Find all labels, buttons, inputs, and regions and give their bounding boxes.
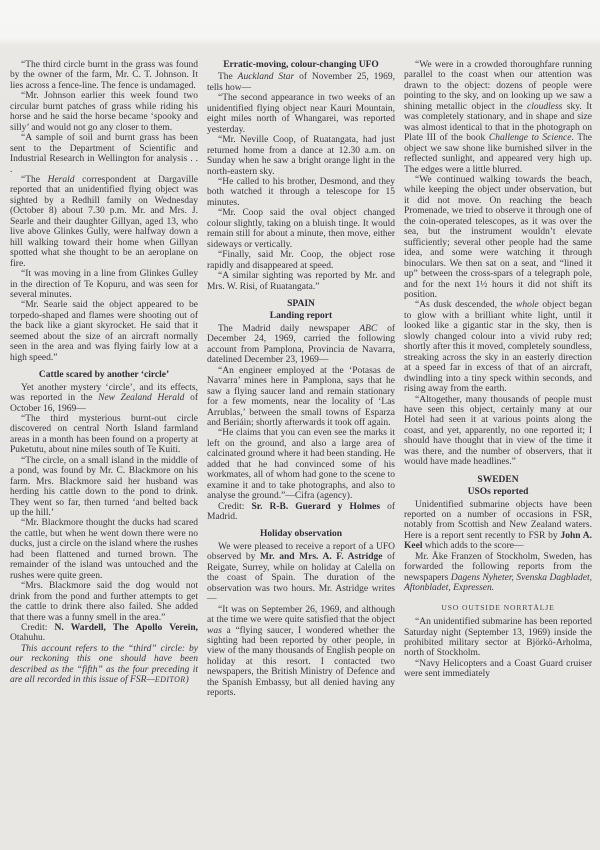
paragraph: “Navy Helicopters and a Coast Guard cruiser were sent immediately — [404, 658, 592, 680]
section-heading: Erratic-moving, colour-changing UFO — [223, 60, 379, 70]
paragraph: “Mr. Neville Coop, of Ruatangata, had just returned home from a dance at 12.30 a.m. on Sunday when he saw a bright orange light in the north-eastern sky. — [207, 135, 395, 177]
paragraph: “Finally, said Mr. Coop, the object rose rapidly and disappeared at speed. — [207, 250, 395, 271]
paragraph: Unidentified submarine objects have been reported on a number of occasions in FSR, notably from Scottish and New Zealand waters. Here is a report sent recently to FSR by John A. Keel which adds to the score— — [404, 499, 592, 552]
paragraph: “He called to his brother, Desmond, and they both watched it through a telescope for 15 minutes. — [207, 176, 395, 208]
section-subheading: Landing report — [269, 311, 333, 322]
paragraph: “A sample of soil and burnt grass has been sent to the Department of Scientific and Industrial Research in Wellington for analysis . . . — [10, 133, 198, 175]
paragraph: “We were in a crowded thoroughfare running parallel to the coast when our attention was drawn to the object: dozens of people were pointing to the sky, and on looking up we saw a shining metallic object in the cloudless sky. It was completely stationary, and in shape and size was almost identical to that in the photograph on Plate III of the book Challenge to Science. The object we saw shone like burnished silver in the reflected sunlight, and appeared very high up. The edges were a little blurred. — [404, 60, 593, 175]
column-3 — [404, 60, 592, 699]
paragraph: The Madrid daily newspaper ABC of December 24, 1969, carried the following account from Pamplona, Provincia de Navarra, datelined December 23, 1969— — [207, 323, 395, 366]
section-heading: SPAIN — [287, 298, 315, 309]
paragraph: “Mr. Blackmore thought the ducks had scared the cattle, but when he went down there were no ducks, just a circle on the island where the rushes had been flattened and turned brown. The remainder of the island was untouched and the rushes were quite green. — [10, 518, 198, 581]
paragraph: “As dusk descended, the whole object began to glow with a brilliant white light, until it looked like a gigantic star in the sky, then is slowly changed colour into a vivid ruby red; shortly after this it moved, completely soundless, streaking across the sky in an easterly direction at a speed far in excess of that of an aircraft, dwindling into a tiny speck within seconds, and rising away from the earth. — [404, 300, 592, 395]
section-heading: Holiday observation — [259, 529, 343, 540]
paragraph: “The third mysterious burnt-out circle discovered on central North Island farmland areas in a month has been found on a property at Puketutu, about nine miles south of Te Kuiti. — [10, 413, 198, 456]
paragraph: “Mr. Coop said the oval object changed colour slightly, taking on a bluish tinge. It would remain still for about a minute, then move, either sideways or vertically. — [207, 208, 395, 250]
editor-note: This account refers to the “third” circle: by our reckoning this one should have been described as the “fifth” as the four preceding it are all recorded in this issue of FSR—EDITOR) — [10, 643, 198, 686]
section-heading: SWEDEN — [477, 474, 519, 485]
paragraph: “He claims that you can even see the marks it left on the ground, and also a large area of calcinated ground where it had been standing. He added that he had convinced some of his workmates, all of whom had gone to the scene to examine it and to take photographs, and also to analyse the ground.”—Cifra (agency). — [207, 428, 395, 502]
paragraph: “An engineer employed at the ‘Potasas de Navarra’ mines here in Pamplona, says that he saw a flying saucer land and remain stationary for a few moments, near the locality of ‘Las Arrublas,’ between the small towns of Esparza and Beriáin; shortly afterwards it took off again. — [207, 365, 395, 428]
paragraph: “Mr. Searle said the object appeared to be torpedo-shaped and flames were shooting out of the back like a giant skyrocket. He said that it seemed about the size of an aircraft normally seen in the area and was flying fairly low at a high speed.” — [10, 300, 198, 363]
credit-line: Credit: N. Wardell, The Apollo Verein, Otahuhu. — [10, 623, 198, 644]
section-heading: Cattle scared by another ‘circle’ — [38, 370, 170, 381]
paragraph: Mr. Åke Franzen of Stockholm, Sweden, has forwarded the following reports from the newspapers Dagens Nyheter, Svenska Dagbladet, Aftonbladet, Expressen. — [404, 551, 593, 594]
column-2 — [207, 60, 395, 699]
paragraph: “Mr. Johnson earlier this week found two circular burnt patches of grass while riding his horse and he said the horse became ‘spooky and silly’ and would not go any closer to them. — [10, 91, 198, 133]
section-subheading: USOs reported — [467, 487, 529, 498]
paragraph: “The second appearance in two weeks of an unidentified flying object near Kauri Mountain, eight miles north of Whangarei, was reported yesterday. — [207, 93, 395, 135]
paragraph: “We continued walking towards the beach, while keeping the object under observation, but it did not move. On reaching the beach Promenade, we tried to observe it through one of the coin-operated telescopes, as it was over the sea, but the instrument wouldn’t elevate sufficiently; several other people had the same idea, and some were watching it through binoculars. We then sat on a seat, and “lined it up” between the cross-spars of a telegraph pole, and for the next 1½ hours it did not shift its position. — [404, 174, 592, 300]
paragraph: “A similar sighting was reported by Mr. and Mrs. W. Risi, of Ruatangata.” — [207, 271, 395, 292]
paragraph: “An unidentified submarine has been reported Saturday night (September 13, 1969) inside the prohibited military sector at Björkö-Arholma, north of Stockholm. — [404, 617, 592, 659]
paragraph: “It was moving in a line from Glinkes Gulley in the direction of Te Kopuru, and was seen for several minutes. — [10, 269, 198, 300]
paragraph: Yet another mystery ‘circle’, and its effects, was reported in the New Zealand Herald of October 16, 1969— — [10, 382, 198, 414]
paragraph: “Altogether, many thousands of people must have seen this object, certainly many at our Hotel had seen it at various points along the coast, and yet, apparently, no one reported it; I should have thought that in view of the time it was there, and the number of observers, that it would have made headlines.” — [404, 394, 592, 468]
paragraph: “The Herald correspondent at Dargaville reported that an unidentified flying object was sighted by a Redhill family on Wednesday (October 8) about 7.30 p.m. Mr. and Mrs. J. Searle and their daughter Gillyan, aged 13, who live above Glinkes Gully, were halfway down a hill walking toward their home when Gillyan spotted what she thought to be an aeroplane on fire. — [10, 174, 198, 269]
paragraph: “The third circle burnt in the grass was found by the owner of the farm, Mr. C. T. Johnson. It lies across a fence-line. The fence is undamaged. — [10, 60, 198, 91]
column-1 — [10, 60, 198, 699]
paragraph: “The circle, on a small island in the middle of a pond, was found by Mr. C. Blackmore on his farm. Mrs. Blackmore said her husband was herding his cattle down to the pond to drink. They went so far, then turned ‘and belted back up the hill.’ — [10, 455, 198, 519]
paragraph: “Mrs. Blackmore said the dog would not drink from the pond and further attempts to get the cattle to drink there also failed. She added that there was a funny smell in the area.” — [10, 581, 198, 623]
paragraph: “It was on September 26, 1969, and although at the time we were quite satisfied that the object was a “flying saucer, I wondered whether the sighting had been reported by other people, in view of the many thousands of English people on holiday at this resort. I contacted two newspapers, the British Ministry of Defence and the Spanish Embassy, but all denied having any reports. — [207, 604, 395, 699]
paragraph: We were pleased to receive a report of a UFO observed by Mr. and Mrs. A. F. Astridge of Reigate, Surrey, while on holiday at Calella on the coast of Spain. The duration of the observation was two hours. Mr. Astridge writes— — [207, 541, 395, 605]
paragraph: The Auckland Star of November 25, 1969, tells how— — [207, 72, 395, 93]
credit-line: Credit: Sr. R-B. Guerard y Holmes of Madrid. — [207, 501, 395, 523]
smallcaps-heading: USO OUTSIDE NORRTÄLJE — [441, 602, 555, 612]
